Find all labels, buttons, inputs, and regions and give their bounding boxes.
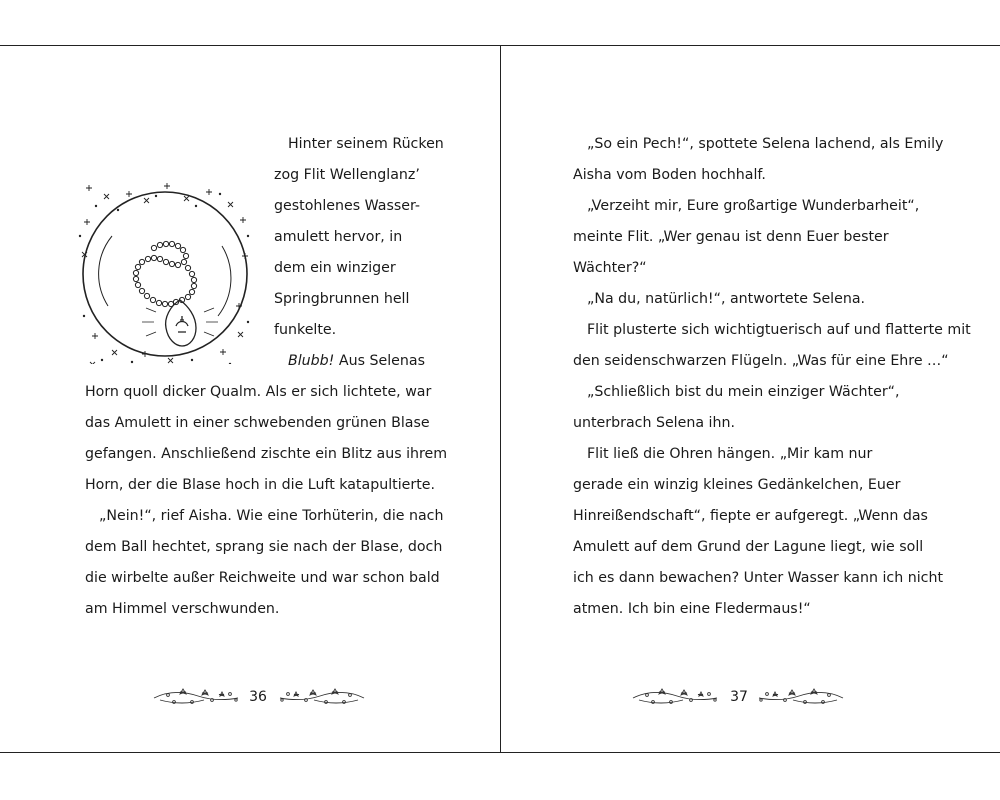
page-number: 36	[249, 689, 267, 705]
text-line: die wirbelte außer Reichweite und war schon bald	[85, 570, 440, 586]
text-line: „Na du, natürlich!“, antwortete Selena.	[587, 291, 866, 307]
text-line: Hinreißendschaft“, fiepte er aufgeregt. „Wenn das	[573, 508, 928, 524]
text-line: gefangen. Anschließend zischte ein Blitz aus ihrem	[85, 446, 448, 462]
ornament-left-icon	[150, 686, 242, 708]
emphasis-word: Blubb!	[288, 353, 335, 369]
text-line: „Verzeiht mir, Eure großartige Wunderbarheit“,	[587, 198, 920, 214]
text-line: Hinter seinem Rücken	[288, 136, 444, 152]
text-line: am Himmel verschwunden.	[85, 601, 280, 617]
text-line: zog Flit Wellenglanz’	[274, 167, 420, 183]
text-line: gerade ein winzig kleines Gedänkelchen, Euer	[573, 477, 901, 493]
text-line: Amulett auf dem Grund der Lagune liegt, wie soll	[573, 539, 924, 555]
book-spread	[0, 45, 1000, 753]
text-line: den seidenschwarzen Flügeln. „Was für eine Ehre …“	[573, 353, 949, 369]
text-line: atmen. Ich bin eine Fledermaus!“	[573, 601, 811, 617]
text-line: meinte Flit. „Wer genau ist denn Euer bester	[573, 229, 889, 245]
text-line: „Nein!“, rief Aisha. Wie eine Torhüterin, die nach	[99, 508, 444, 524]
text-line	[288, 351, 425, 371]
text-line: gestohlenes Wasser-	[274, 198, 421, 214]
text-line: Springbrunnen hell	[274, 291, 410, 307]
text-line: Flit ließ die Ohren hängen. „Mir kam nur	[587, 446, 873, 462]
text-line: unterbrach Selena ihn.	[573, 415, 735, 431]
text-line: „Schließlich bist du mein einziger Wächter“,	[587, 384, 900, 400]
page-number: 37	[730, 689, 748, 705]
ornament-left-icon	[629, 686, 721, 708]
text-line: amulett hervor, in	[274, 229, 403, 245]
text-line: Horn quoll dicker Qualm. Als er sich lichtete, war	[85, 384, 432, 400]
text-line: das Amulett in einer schwebenden grünen Blase	[85, 415, 430, 431]
text-line: dem Ball hechtet, sprang sie nach der Blase, doch	[85, 539, 443, 555]
text-line: Wächter?“	[573, 260, 647, 276]
right-page	[501, 46, 1000, 752]
text-line: ich es dann bewachen? Unter Wasser kann ich nicht	[573, 570, 944, 586]
left-page	[0, 46, 500, 752]
text-line: Flit plusterte sich wichtigtuerisch auf und flatterte mit	[587, 322, 971, 338]
text-line: funkelte.	[274, 322, 337, 338]
ornament-right-icon	[276, 686, 368, 708]
ornament-right-icon	[755, 686, 847, 708]
text-line: „So ein Pech!“, spottete Selena lachend, als Emily	[587, 136, 944, 152]
amulet-in-bubble-icon	[72, 136, 258, 364]
text-line: dem ein winziger	[274, 260, 396, 276]
page-footer	[150, 686, 370, 708]
page-footer	[629, 686, 849, 708]
text-line: Horn, der die Blase hoch in die Luft katapultierte.	[85, 477, 435, 493]
text-fragment: Aus Selenas	[334, 353, 425, 369]
text-line: Aisha vom Boden hochhalf.	[573, 167, 766, 183]
